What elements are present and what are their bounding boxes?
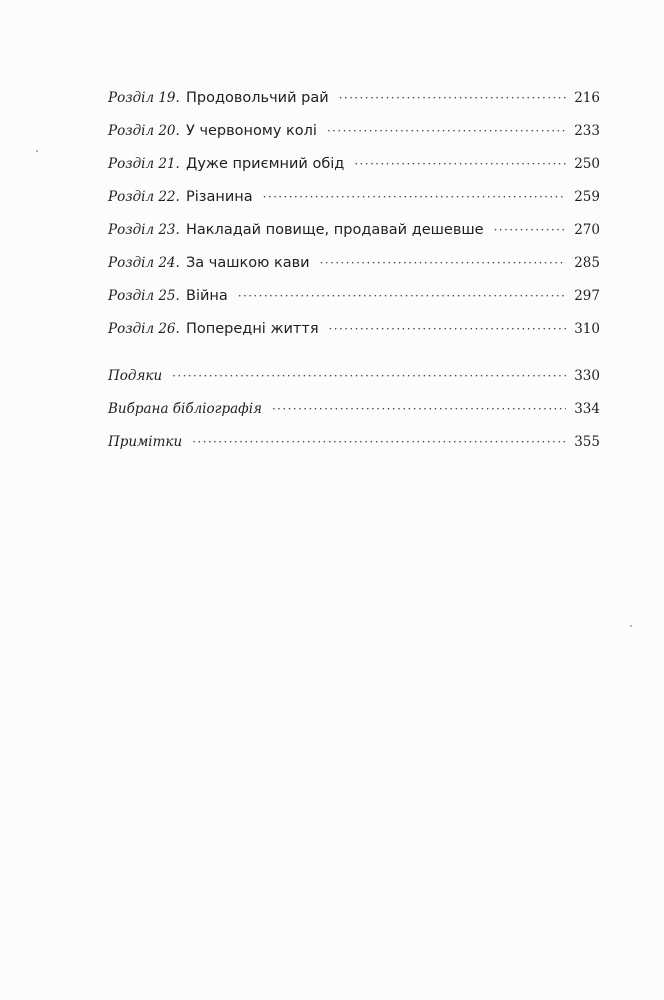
dot-leader [339,91,566,105]
page-number: 233 [574,123,600,139]
chapter-label: Розділ 24. [108,255,180,271]
chapter-label: Розділ 26. [108,321,180,337]
dot-leader [263,190,566,204]
dot-leader [272,402,566,416]
chapter-title: Продовольчий рай [186,90,329,106]
dot-leader [327,124,566,138]
page-number: 334 [574,401,600,417]
page-number: 259 [574,189,600,205]
chapter-title: Накладай повище, продавай дешевше [186,222,484,238]
chapter-title: У червоному колі [186,123,317,139]
back-matter-label: Примітки [108,434,183,450]
chapter-title: За чашкою кави [186,255,310,271]
page-number: 330 [574,368,600,384]
page-number: 297 [574,288,600,304]
dot-leader [354,157,566,171]
back-matter-label: Подяки [108,368,163,384]
chapter-label: Розділ 23. [108,222,180,238]
toc-entry-bibliography [108,401,600,434]
paper-speck [36,150,38,152]
chapter-label: Розділ 21. [108,156,180,172]
toc-entry-acknowledgements [108,368,600,401]
toc-entry-chapter-22 [108,189,600,222]
page-number: 250 [574,156,600,172]
dot-leader [192,435,566,449]
paper-speck [630,625,632,627]
chapter-title: Війна [186,288,228,304]
page-number: 355 [574,434,600,450]
toc-entry-chapter-23 [108,222,600,255]
chapter-label: Розділ 20. [108,123,180,139]
toc-entry-chapter-19 [108,90,600,123]
page-number: 310 [574,321,600,337]
page-number: 270 [574,222,600,238]
chapter-title: Попередні життя [186,321,319,337]
dot-leader [238,289,566,303]
toc-entry-chapter-24 [108,255,600,288]
toc-entry-chapter-25 [108,288,600,321]
dot-leader [320,256,566,270]
chapter-title: Дуже приємний обід [186,156,345,172]
page-number: 285 [574,255,600,271]
dot-leader [172,369,566,383]
chapter-label: Розділ 25. [108,288,180,304]
toc-entry-chapter-21 [108,156,600,189]
toc-entry-notes [108,434,600,467]
back-matter-label: Вибрана бібліографія [108,401,262,417]
dot-leader [494,223,566,237]
page-number: 216 [574,90,600,106]
toc-entry-chapter-26 [108,321,600,354]
dot-leader [329,322,566,336]
chapter-label: Розділ 19. [108,90,180,106]
table-of-contents [108,90,600,467]
toc-entry-chapter-20 [108,123,600,156]
chapter-label: Розділ 22. [108,189,180,205]
chapter-title: Різанина [186,189,253,205]
section-gap [108,354,600,368]
